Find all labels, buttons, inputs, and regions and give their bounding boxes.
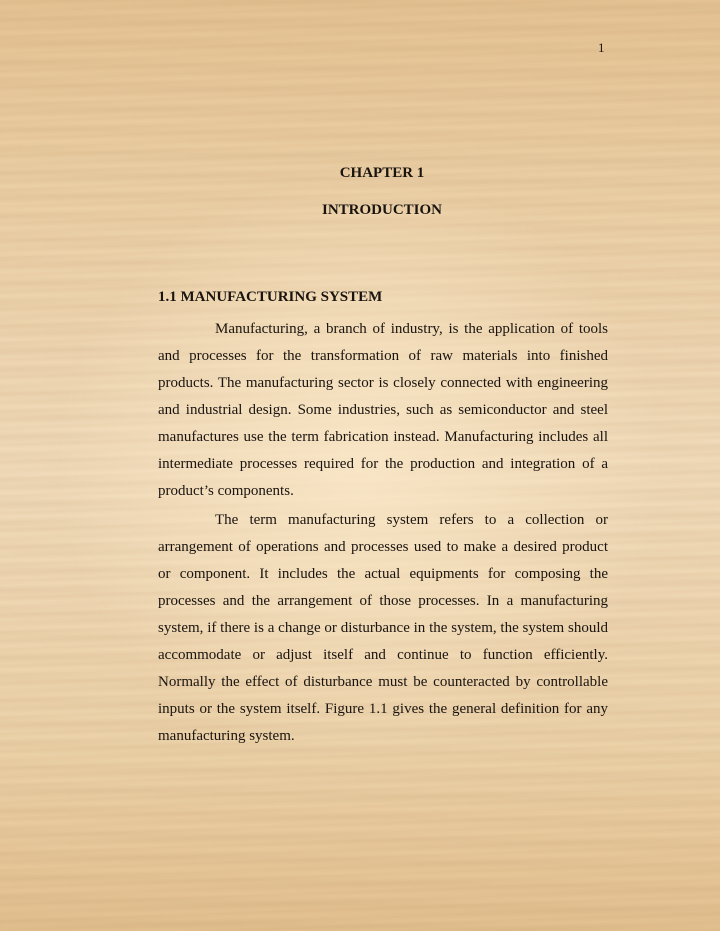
body-paragraph: Manufacturing, a branch of industry, is the application of tools and processes for the transformation of raw materials into finished products. The manufacturing sector is closely connected with engineering and industrial design. Some industries, such as semiconductor and steel manufactures use the term fabrication instead. Manufacturing includes all intermediate processes required for the production and integration of a product’s components.: [158, 321, 608, 499]
chapter-title: INTRODUCTION: [321, 202, 442, 218]
chapter-label: CHAPTER 1: [339, 165, 425, 181]
body-paragraph: The term manufacturing system refers to a collection or arrangement of operations and processes used to make a desired product or component. It includes the actual equipments for composing the processes and the arrangement of those processes. In a manufacturing system, if there is a change or disturbance in the system, the system should accommodate or adjust itself and continue to function efficiently. Normally the effect of disturbance must be counteracted by controllable inputs or the system itself. Figure 1.1 gives the general definition for any manufacturing system.: [158, 512, 608, 744]
section-heading: 1.1 MANUFACTURING SYSTEM: [158, 289, 383, 305]
page-number: 1: [598, 40, 605, 55]
